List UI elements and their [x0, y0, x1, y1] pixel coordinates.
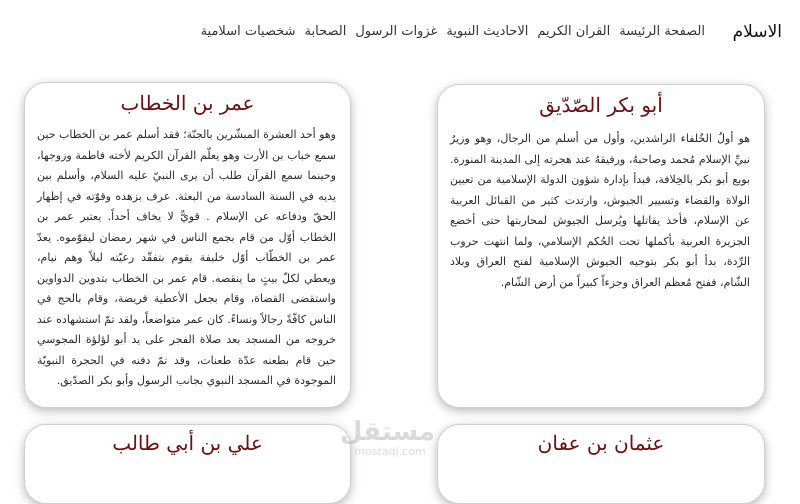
- nav-link-hadith[interactable]: الاحاديث النبوية: [446, 24, 529, 39]
- main-nav: [201, 24, 705, 39]
- watermark-logo: [339, 417, 435, 458]
- card-uthman: [437, 424, 765, 504]
- top-bar: [0, 0, 800, 60]
- card-abu-bakr: [437, 84, 765, 408]
- card-title: علي بن أبي طالب: [112, 431, 263, 455]
- site-logo[interactable]: الاسلام: [732, 22, 782, 42]
- nav-link-battles[interactable]: غزوات الرسول: [355, 24, 438, 39]
- card-text: وهو أحد العشرة المبشّرين بالجنّة؛ فقد أسلم عمر بن الخطاب حين سمع خباب بن الأرت وهو يعلّم القرآن الكريم لأخته فاطمة وزوجها، وحينما سمع القرآن طلب أن يرى النبيّ عليه السلام، وأسلم بين يديه في السنة السادسة من البعثة. عرف بزهده وقوّته في إظهار الحقّ ودفاعه عن الإسلام . قويٌّ لا يخاف أحداً. يعتبر عمر بن الخطاب أوّل من قام بجمع الناس في شهر رمضان ليقوّموه. يعدّ عمر بن الخطّاب أوّل خليفة يقوم بتفقّد رعيّته ليلاً وهم نيام، ويعطي لكلّ بيتٍ ما ينقصه. قام عمر بن الخطاب بتدوين الدواوين واستقضى القضاة، وقام بجعل الأعطية فريضة، وقام بالحج في الناس كافّةً رجالاً ونساءً. كان عمر متواضعاً، ولقد تمّ استشهاده عند خروجه من المسجد بعد صلاة الفجر على يد أبو لؤلؤة المجوسي حين قام بطعنه عدّة طعنات، وقد تمّ دفنه في الحجرة النبويّة الموجودة في المسجد النبوي بجانب الرسول وأبو بكر الصدّيق.: [37, 128, 336, 387]
- card-text: هو أولُ الخُلفاء الراشدين، وأول من أسلم من الرجال، وهو وزيرُ نبيِّ الإسلام مُحمد وصاحبهُ، ورفيقهُ عند هجرته إلى المدينة المنورة. بويع أبو بكر بالخِلافة، فبدأ بإدارة شؤون الدولة الإسلامية من تعيين الولاة والقضاء وتسيير الجيوش، وارتدت كثير من القبائل العربية عن الإسلام، فأخذ يقاتلها ويُرسل الجيوش لمحاربتها حتى أخضع الجزيرة العربية بأكملها تحت الحُكم الإسلامي، ولما انتهت حروب الرِّدة، بدأ أبو بكر بتوجيه الجيوش الإسلامية لفتح العراق وبلاد الشّام، ففتح مُعظم العراق وجزءاً كبيراً من أرض الشّام.: [450, 132, 750, 289]
- card-umar: [24, 82, 351, 408]
- watermark-url: mostaql.com: [354, 445, 426, 458]
- nav-link-quran[interactable]: القران الكريم: [537, 24, 611, 39]
- nav-link-companions[interactable]: الصحابة: [304, 24, 347, 39]
- nav-link-figures[interactable]: شخصيات اسلامية: [200, 24, 296, 39]
- watermark-text: مستقل: [339, 417, 435, 447]
- card-title: عمر بن الخطاب: [120, 91, 255, 115]
- card-ali: [24, 424, 351, 504]
- card-title: عثمان بن عفان: [537, 431, 665, 455]
- card-title: أبو بكر الصّدّيق: [539, 93, 663, 117]
- nav-link-home[interactable]: الصفحة الرئيسة: [619, 24, 705, 39]
